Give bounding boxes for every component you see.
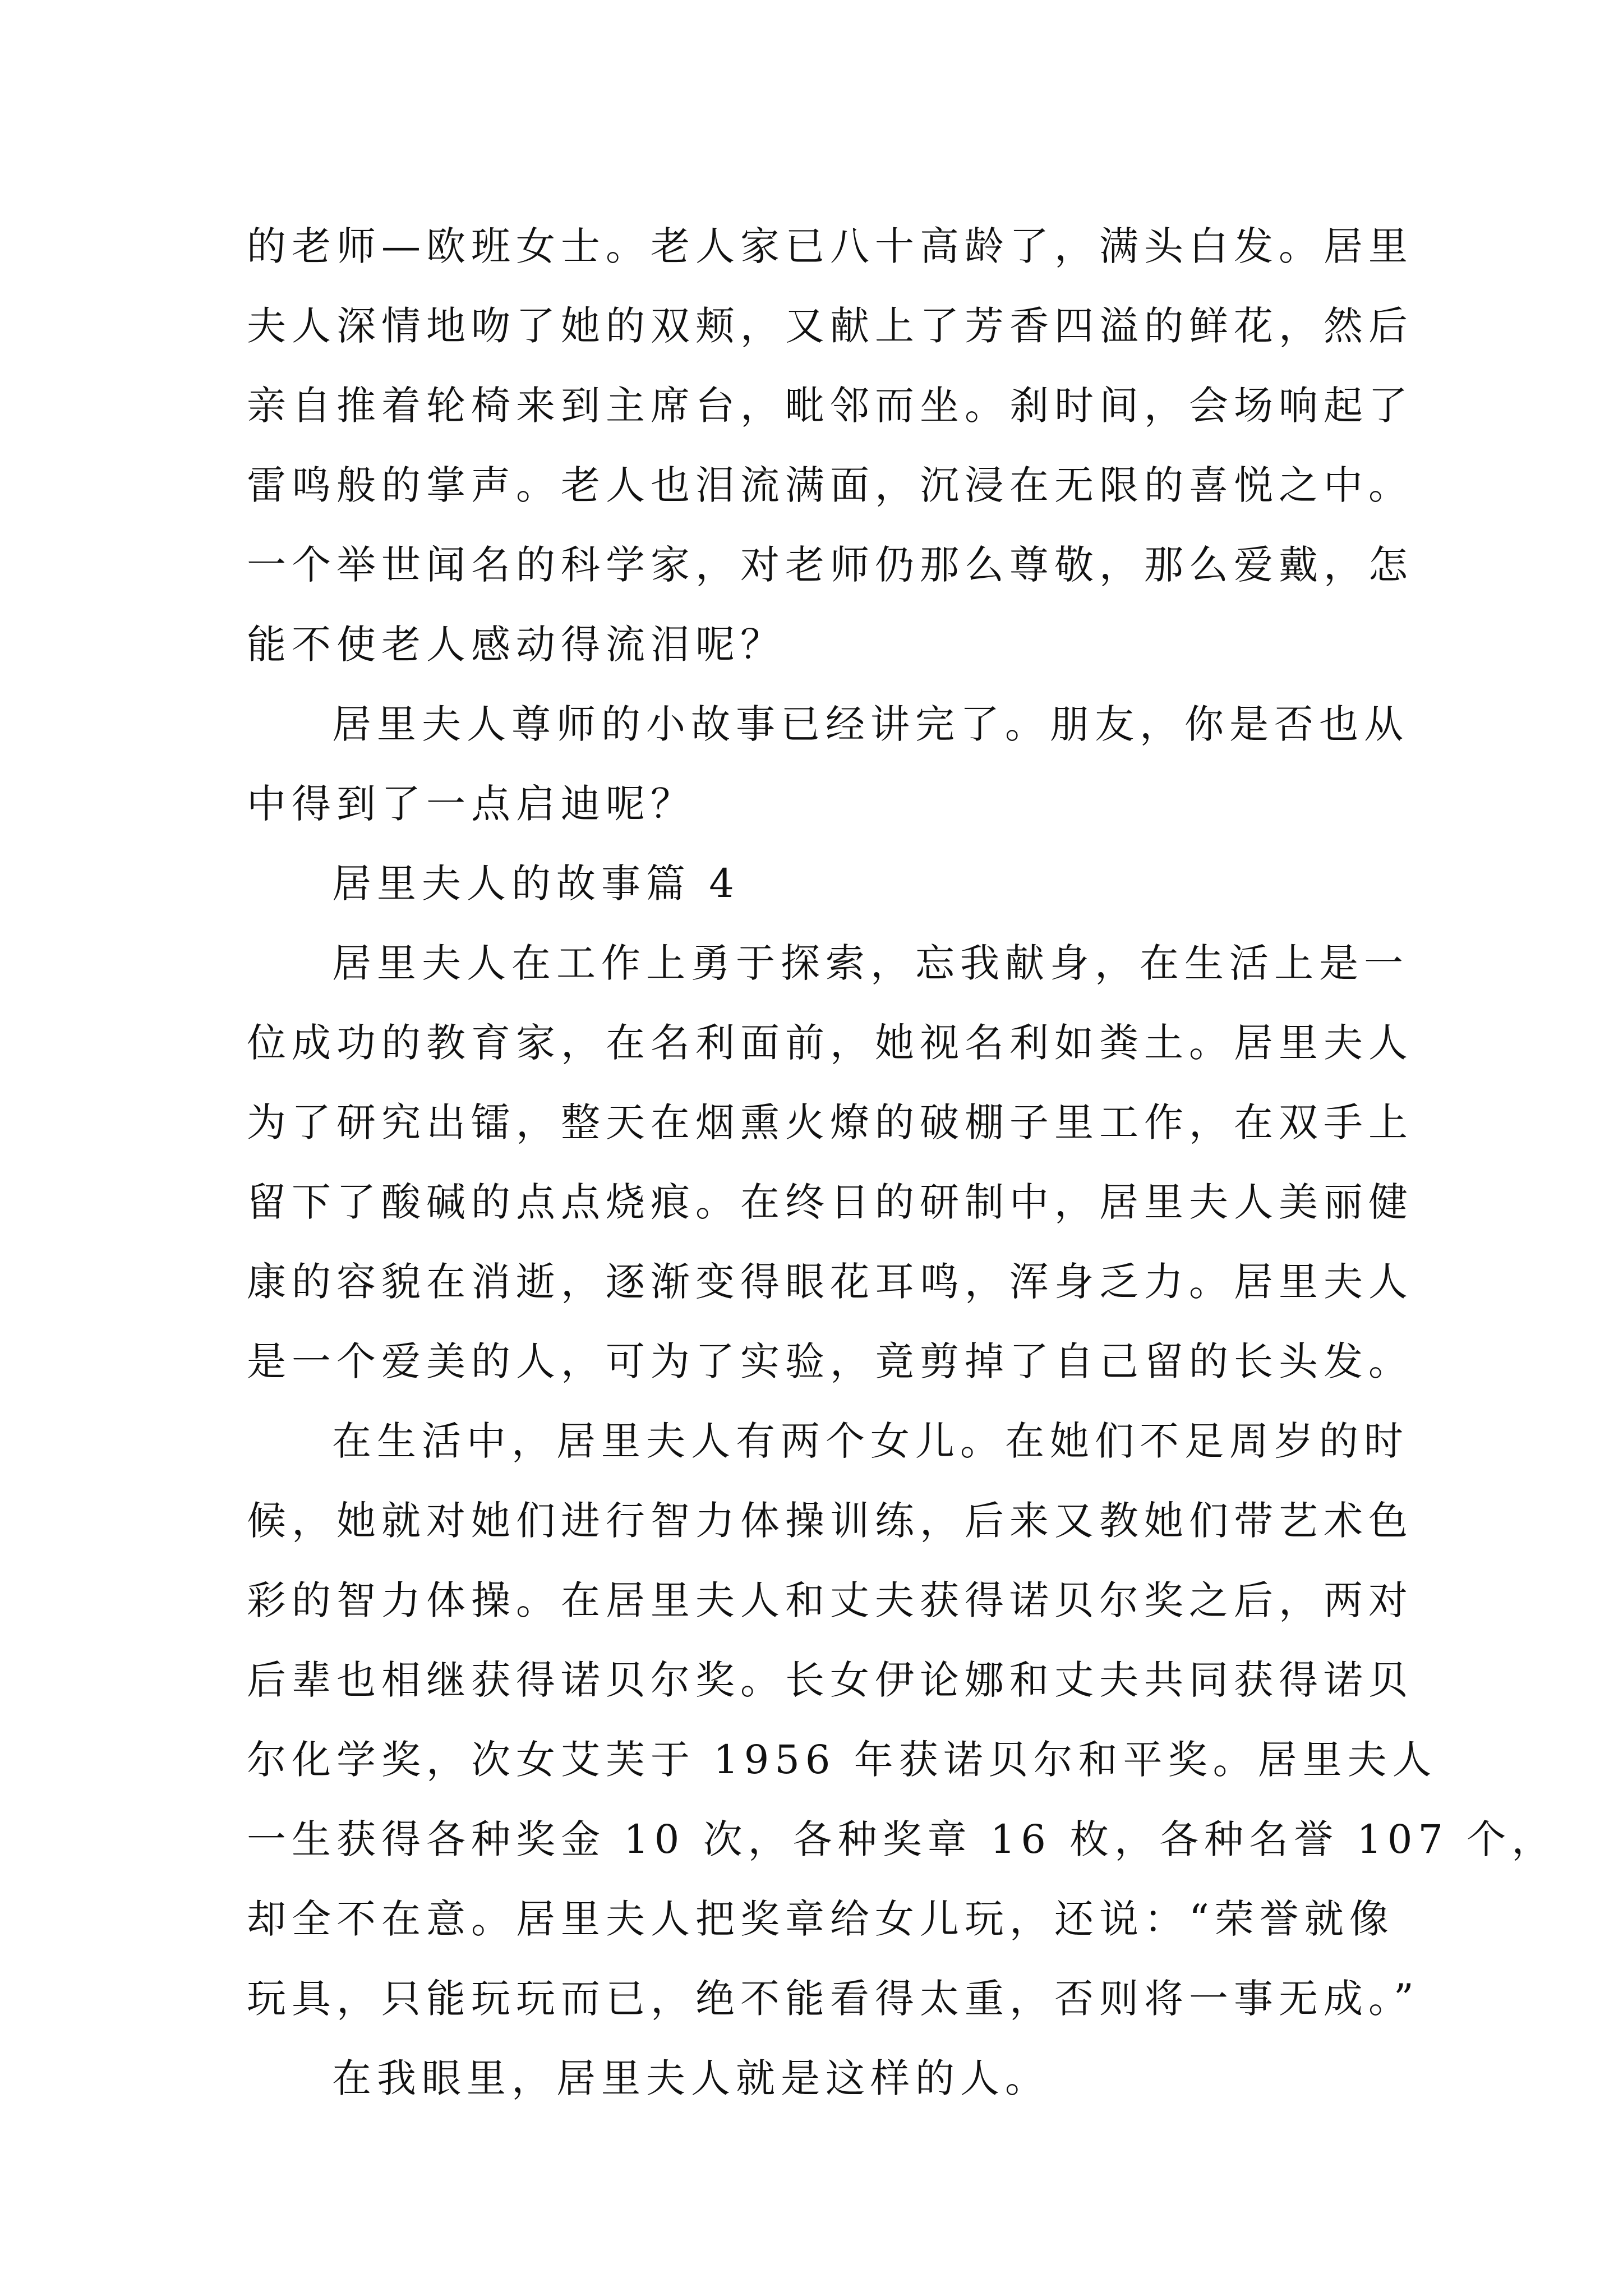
text-line: 的老师—欧班女士。老人家已八十高龄了，满头白发。居里 [247, 223, 1413, 269]
text-line: 候，她就对她们进行智力体操训练，后来又教她们带艺术色 [247, 1498, 1413, 1544]
paragraph-start-line: 居里夫人在工作上勇于探索，忘我献身，在生活上是一 [332, 940, 1409, 986]
text-line: 留下了酸碱的点点烧痕。在终日的研制中，居里夫人美丽健 [247, 1179, 1413, 1225]
text-line: 亲自推着轮椅来到主席台，毗邻而坐。刹时间，会场响起了 [247, 383, 1413, 429]
text-line: 是一个爱美的人，可为了实验，竟剪掉了自己留的长头发。 [247, 1338, 1413, 1384]
text-line: 康的容貌在消逝，逐渐变得眼花耳鸣，浑身乏力。居里夫人 [247, 1259, 1413, 1305]
section-heading: 居里夫人的故事篇 4 [332, 861, 740, 907]
text-line: 一个举世闻名的科学家，对老师仍那么尊敬，那么爱戴，怎 [247, 542, 1413, 588]
text-line: 后辈也相继获得诺贝尔奖。长女伊论娜和丈夫共同获得诺贝 [247, 1657, 1413, 1703]
text-line: 为了研究出镭，整天在烟熏火燎的破棚子里工作，在双手上 [247, 1099, 1413, 1145]
paragraph-start-line: 在生活中，居里夫人有两个女儿。在她们不足周岁的时 [332, 1418, 1409, 1464]
text-line: 中得到了一点启迪呢？ [247, 781, 695, 827]
text-line: 位成功的教育家，在名利面前，她视名利如粪土。居里夫人 [247, 1020, 1413, 1066]
text-line: 玩具，只能玩玩而已，绝不能看得太重，否则将一事无成。” [247, 1976, 1419, 2022]
paragraph-start-line: 在我眼里，居里夫人就是这样的人。 [332, 2055, 1050, 2101]
text-line: 彩的智力体操。在居里夫人和丈夫获得诺贝尔奖之后，两对 [247, 1577, 1413, 1623]
text-line: 雷鸣般的掌声。老人也泪流满面，沉浸在无限的喜悦之中。 [247, 462, 1413, 508]
paragraph-start-line: 居里夫人尊师的小故事已经讲完了。朋友，你是否也从 [332, 701, 1409, 747]
text-line: 尔化学奖，次女艾芙于 1956 年获诺贝尔和平奖。居里夫人 [247, 1737, 1437, 1783]
text-line: 夫人深情地吻了她的双颊，又献上了芳香四溢的鲜花，然后 [247, 303, 1413, 349]
text-line: 却全不在意。居里夫人把奖章给女儿玩，还说：“荣誉就像 [247, 1896, 1394, 1942]
text-line: 一生获得各种奖金 10 次，各种奖章 16 枚，各种名誉 107 个， [247, 1816, 1557, 1862]
text-line: 能不使老人感动得流泪呢？ [247, 622, 785, 668]
body-text [247, 206, 1557, 2118]
